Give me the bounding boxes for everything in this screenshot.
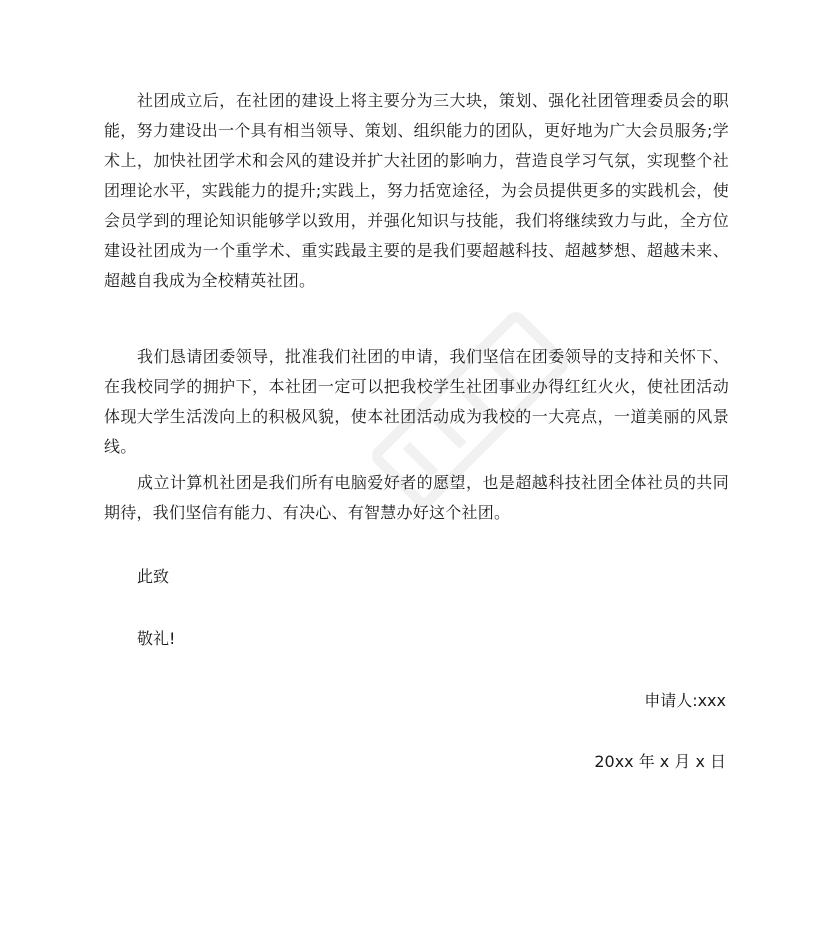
closing-salutation: 此致	[137, 567, 170, 586]
letter-date: 20xx 年 x 月 x 日	[594, 752, 726, 771]
closing-regards: 敬礼!	[137, 629, 176, 648]
paragraph-construction-plan: 社团成立后，在社团的建设上将主要分为三大块，策划、强化社团管理委员会的职能，努力建设出一个具有相当领导、策划、组织能力的团队，更好地为广大会员服务;学术上，加快社团学术和会风的建设并扩大社团的影响力，营造良学习气氛，实现整个社团理论水平，实践能力的提升;实践上，努力括宽途径，为会员提供更多的实践机会，使会员学到的理论知识能够学以致用，并强化知识与技能，我们将继续致力与此，全方位建设社团成为一个重学术、重实践最主要的是我们要超越科技、超越梦想、超越未来、超越自我成为全校精英社团。	[104, 91, 729, 290]
applicant-signature: 申请人:xxx	[644, 691, 726, 710]
paragraph-approval-request: 我们恳请团委领导，批准我们社团的申请，我们坚信在团委领导的支持和关怀下、在我校同学的拥护下，本社团一定可以把我校学生社团事业办得红红火火，使社团活动体现大学生活泼向上的积极风貌，使本社团活动成为我校的一大亮点，一道美丽的风景线。	[104, 347, 729, 456]
paragraph-wish: 成立计算机社团是我们所有电脑爱好者的愿望，也是超越科技社团全体社员的共同期待，我们坚信有能力、有决心、有智慧办好这个社团。	[104, 473, 729, 522]
